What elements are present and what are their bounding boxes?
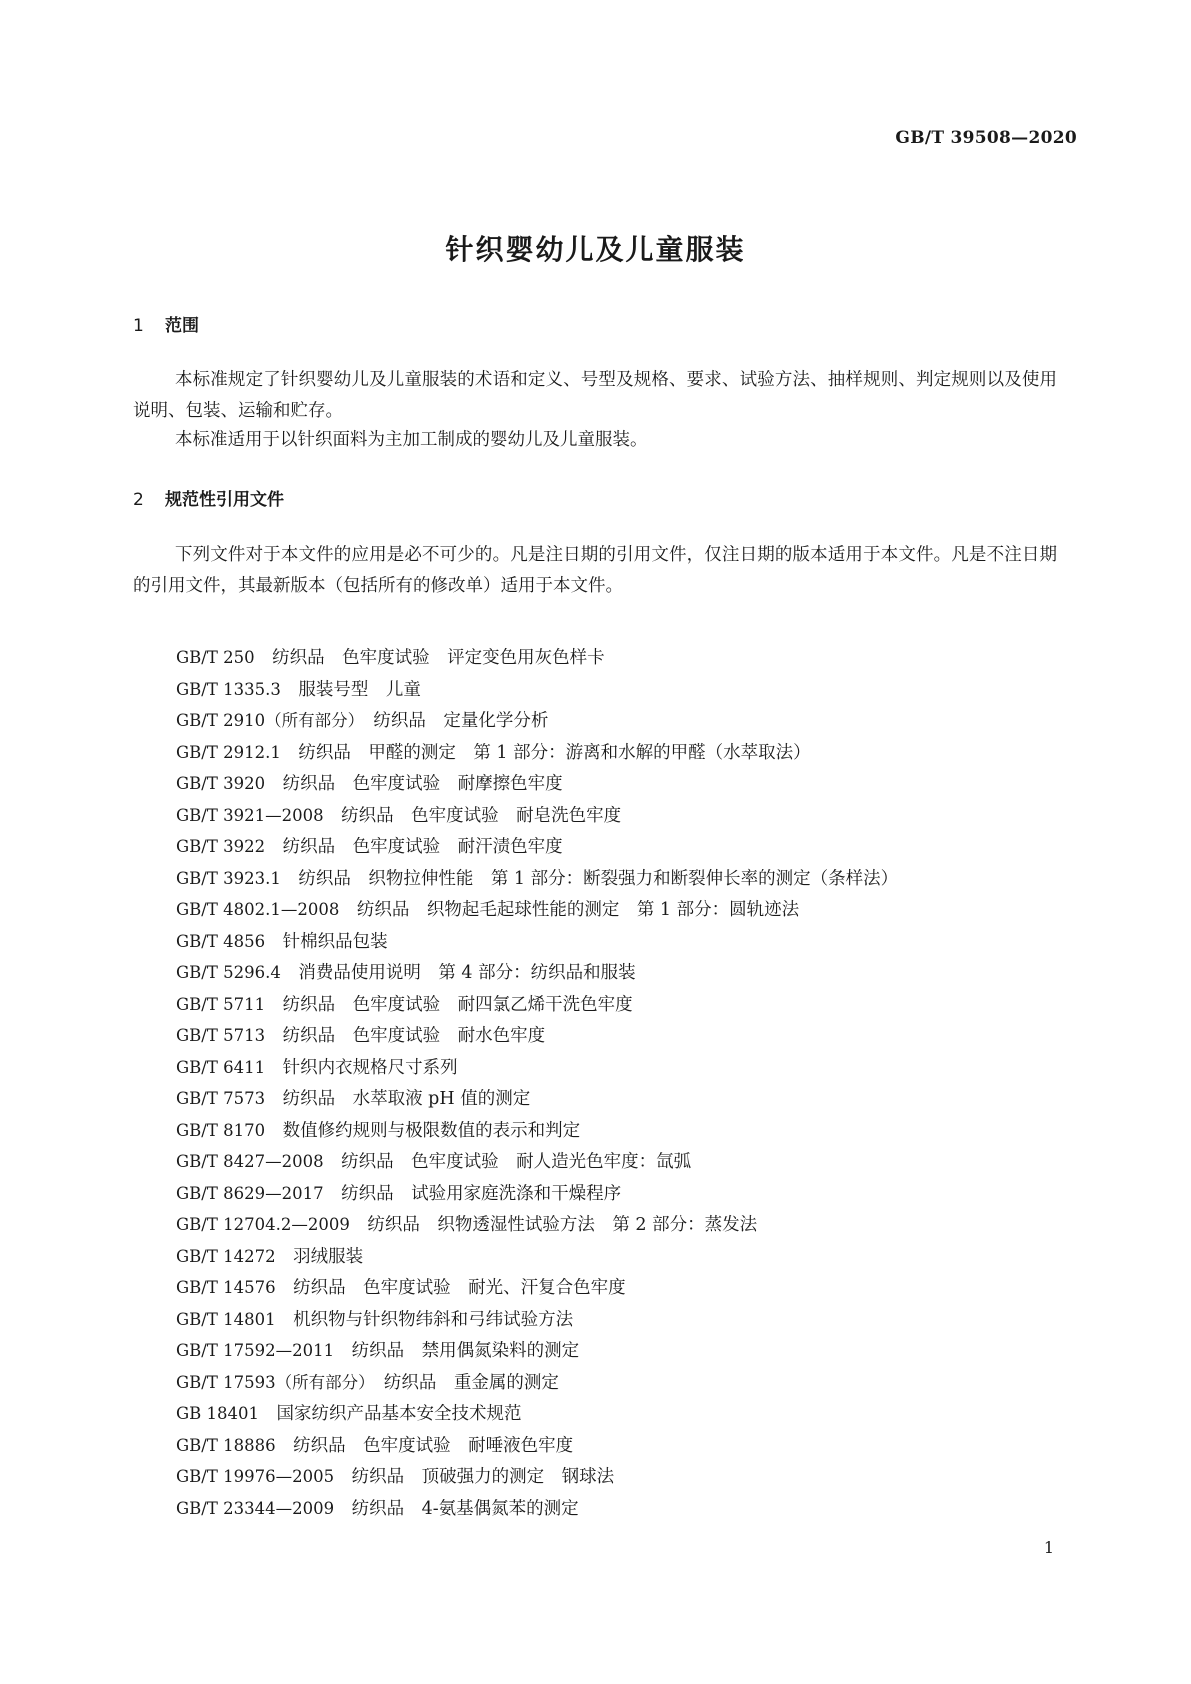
reference-item xyxy=(176,768,898,800)
reference-item xyxy=(176,1083,898,1115)
reference-item xyxy=(176,1430,898,1462)
page-number: 1 xyxy=(1043,1538,1054,1557)
reference-code: GB/T 19976—2005 xyxy=(176,1467,335,1486)
reference-code: GB/T 1335.3 xyxy=(176,679,281,699)
reference-code: GB/T 14576 xyxy=(176,1278,276,1297)
reference-item xyxy=(176,1146,898,1178)
reference-title: 羽绒服装 xyxy=(293,1246,364,1267)
reference-item xyxy=(176,957,898,989)
section-1-paragraph-2: 本标准适用于以针织面料为主加工制成的婴幼儿及儿童服装。 xyxy=(175,430,648,450)
reference-title: 针棉织品包装 xyxy=(282,931,388,952)
reference-code: GB/T 23344—2009 xyxy=(176,1498,335,1518)
section-1-number: 1 xyxy=(133,316,144,336)
reference-code: GB/T 3921—2008 xyxy=(176,805,324,825)
reference-item xyxy=(176,674,898,706)
standard-number: GB/T 39508—2020 xyxy=(895,128,1077,148)
reference-title: 纺织品 织物起毛起球性能的测定 第 1 部分：圆轨迹法 xyxy=(356,900,800,920)
reference-item xyxy=(176,800,898,832)
reference-item xyxy=(176,642,898,674)
reference-code: GB/T 14801 xyxy=(176,1309,276,1329)
reference-title: 纺织品 色牢度试验 耐人造光色牢度：氙弧 xyxy=(341,1152,692,1172)
reference-title: 纺织品 甲醛的测定 第 1 部分：游离和水解的甲醛（水萃取法） xyxy=(298,742,811,763)
reference-title: 纺织品 织物透湿性试验方法 第 2 部分：蒸发法 xyxy=(367,1215,758,1235)
reference-item xyxy=(176,1493,898,1525)
reference-code: GB/T 8629—2017 xyxy=(176,1183,324,1203)
reference-code: GB/T 250 xyxy=(176,648,255,667)
reference-item xyxy=(176,1272,898,1304)
reference-item xyxy=(176,1052,898,1084)
reference-title: 纺织品 4-氨基偶氮苯的测定 xyxy=(351,1498,579,1519)
reference-code: GB/T 3923.1 xyxy=(176,868,281,888)
reference-item xyxy=(176,926,898,958)
reference-title: 纺织品 顶破强力的测定 钢球法 xyxy=(351,1467,615,1487)
reference-title: 纺织品 色牢度试验 耐摩擦色牢度 xyxy=(282,774,563,794)
reference-title: 纺织品 试验用家庭洗涤和干燥程序 xyxy=(341,1183,622,1204)
reference-item xyxy=(176,1398,898,1430)
reference-item xyxy=(176,1367,898,1399)
section-1-title: 范围 xyxy=(165,316,199,336)
reference-item xyxy=(176,1209,898,1241)
section-1-paragraph-1: 本标准规定了针织婴幼儿及儿童服装的术语和定义、号型及规格、要求、试验方法、抽样规则、判定规则以及使用说明、包装、运输和贮存。 xyxy=(133,370,1057,421)
reference-title: 纺织品 色牢度试验 耐光、汗复合色牢度 xyxy=(293,1278,626,1298)
reference-item xyxy=(176,989,898,1021)
reference-code: GB/T 4802.1—2008 xyxy=(176,900,340,919)
section-1-heading xyxy=(133,311,199,336)
reference-title: 纺织品 色牢度试验 评定变色用灰色样卡 xyxy=(272,648,605,668)
reference-item xyxy=(176,737,898,769)
reference-code: GB/T 5713 xyxy=(176,1026,266,1045)
reference-code: GB/T 18886 xyxy=(176,1435,276,1455)
reference-code: GB/T 5296.4 xyxy=(176,963,281,982)
reference-code: GB/T 5711 xyxy=(176,994,266,1014)
reference-title: 纺织品 禁用偶氮染料的测定 xyxy=(351,1341,580,1361)
reference-code: GB/T 6411 xyxy=(176,1057,266,1077)
reference-title: 纺织品 色牢度试验 耐唾液色牢度 xyxy=(293,1435,574,1456)
reference-title: 纺织品 织物拉伸性能 第 1 部分：断裂强力和断裂伸长率的测定（条样法） xyxy=(298,868,899,889)
reference-code: GB/T 7573 xyxy=(176,1089,266,1108)
reference-item xyxy=(176,1241,898,1273)
reference-item xyxy=(176,1115,898,1147)
section-2-number: 2 xyxy=(133,490,144,510)
reference-code: GB/T 12704.2—2009 xyxy=(176,1215,350,1234)
reference-title: 数值修约规则与极限数值的表示和判定 xyxy=(282,1120,581,1141)
reference-title: 纺织品 重金属的测定 xyxy=(383,1372,559,1393)
reference-title: 纺织品 色牢度试验 耐四氯乙烯干洗色牢度 xyxy=(282,994,633,1015)
reference-code: GB/T 17593（所有部分） xyxy=(176,1372,367,1392)
reference-item xyxy=(176,1020,898,1052)
reference-title: 针织内衣规格尺寸系列 xyxy=(282,1057,458,1078)
reference-title: 消费品使用说明 第 4 部分：纺织品和服装 xyxy=(298,963,636,983)
reference-code: GB/T 3922 xyxy=(176,837,266,856)
reference-item xyxy=(176,705,898,737)
reference-code: GB/T 3920 xyxy=(176,774,266,793)
section-2-title: 规范性引用文件 xyxy=(165,490,284,510)
reference-title: 机织物与针织物纬斜和弓纬试验方法 xyxy=(293,1309,574,1330)
reference-code: GB/T 8427—2008 xyxy=(176,1152,324,1171)
normative-references-list xyxy=(176,642,898,1524)
reference-title: 服装号型 儿童 xyxy=(298,679,421,700)
document-title: 针织婴幼儿及儿童服装 xyxy=(445,233,746,266)
section-2-paragraph-1: 下列文件对于本文件的应用是必不可少的。凡是注日期的引用文件，仅注日期的版本适用于本文件。凡是不注日期的引用文件，其最新版本（包括所有的修改单）适用于本文件。 xyxy=(133,545,1057,596)
reference-item xyxy=(176,894,898,926)
reference-item xyxy=(176,1304,898,1336)
reference-code: GB/T 2912.1 xyxy=(176,742,281,762)
reference-title: 纺织品 水萃取液 pH 值的测定 xyxy=(282,1089,531,1109)
reference-item xyxy=(176,1178,898,1210)
reference-code: GB/T 4856 xyxy=(176,931,266,951)
reference-code: GB/T 2910（所有部分） xyxy=(176,711,356,730)
reference-title: 纺织品 色牢度试验 耐水色牢度 xyxy=(282,1026,546,1046)
reference-item xyxy=(176,1461,898,1493)
section-2-heading xyxy=(133,485,284,510)
reference-code: GB/T 14272 xyxy=(176,1246,276,1266)
reference-title: 纺织品 色牢度试验 耐汗渍色牢度 xyxy=(282,837,563,857)
reference-code: GB 18401 xyxy=(176,1404,260,1423)
reference-title: 纺织品 色牢度试验 耐皂洗色牢度 xyxy=(341,805,622,826)
reference-code: GB/T 17592—2011 xyxy=(176,1341,335,1360)
reference-code: GB/T 8170 xyxy=(176,1120,266,1140)
reference-item xyxy=(176,831,898,863)
reference-item xyxy=(176,863,898,895)
reference-title: 国家纺织产品基本安全技术规范 xyxy=(276,1404,522,1424)
reference-title: 纺织品 定量化学分析 xyxy=(373,711,549,731)
reference-item xyxy=(176,1335,898,1367)
